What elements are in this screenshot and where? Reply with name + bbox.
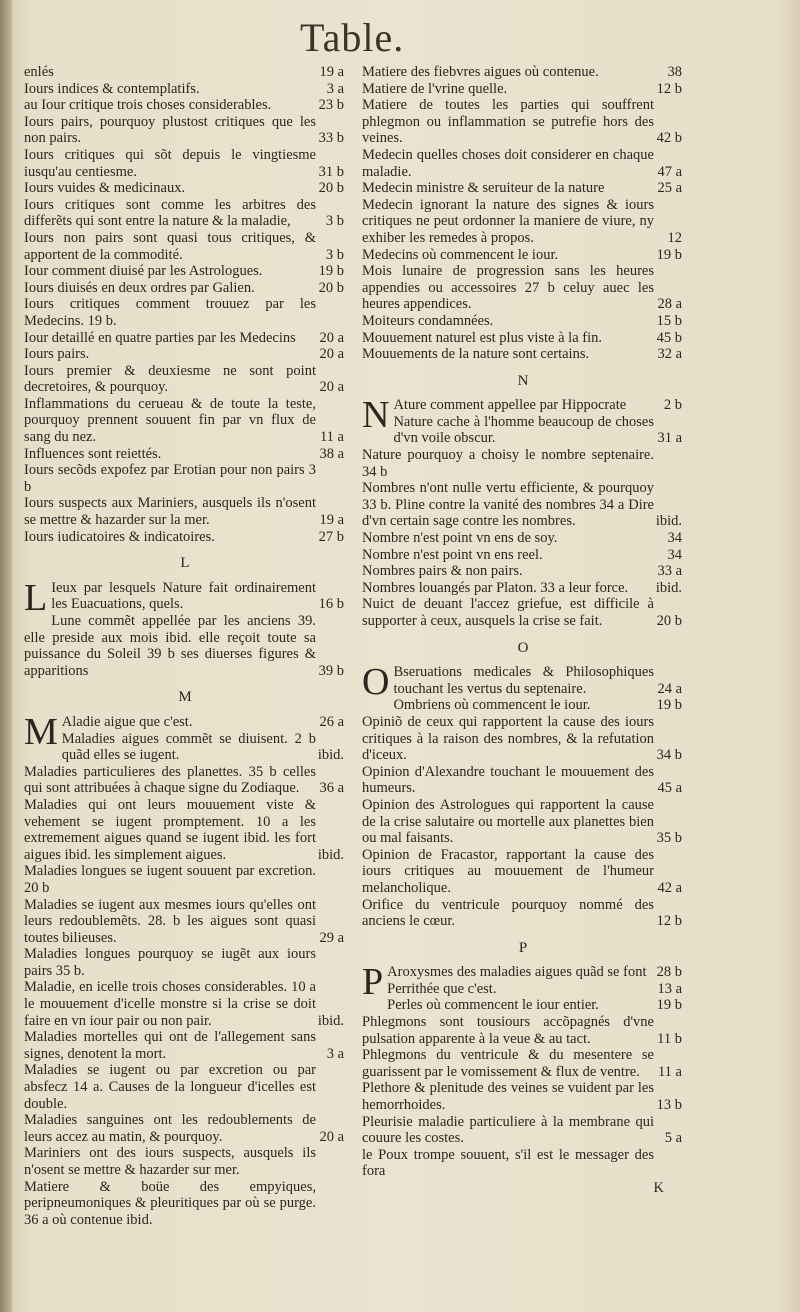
page-ref: ibid. bbox=[655, 579, 682, 596]
entry-text: Nombres n'ont nulle vertu efficiente, & pourquoy 33 b. Pline contre la vanité des nombres 34 a Dire d'vn certain sage contre les nombres. bbox=[362, 480, 654, 530]
page-ref: 19 b bbox=[656, 246, 682, 263]
page-ref: 3 a bbox=[326, 1045, 344, 1062]
entry-text: Nature cache à l'homme beaucoup de choses d'vn voile obscur. bbox=[393, 413, 654, 447]
entry-text: Iours secõds expofez par Erotian pour non pairs 3 b bbox=[24, 462, 316, 495]
index-entry bbox=[24, 1145, 346, 1178]
index-entry bbox=[24, 863, 346, 896]
entry-text: Mariniers ont des iours suspects, ausquels ils n'osent se mettre & hazarder sur mer. bbox=[24, 1145, 316, 1178]
page-ref: 12 b bbox=[656, 913, 682, 930]
page-ref: ibid. bbox=[317, 846, 344, 863]
entry-text: Nombres pairs & non pairs. bbox=[362, 563, 523, 580]
entry-text: Nuict de deuant l'accez griefue, est difficile à supporter à ceux, ausquels la crise se fait. bbox=[362, 596, 654, 629]
entry-text: Matiere & boüe des empyiques, peripneumoniques & pleuritiques par où se purge. 36 a où contenue ibid. bbox=[24, 1178, 316, 1228]
page-ref: 34 bbox=[667, 546, 682, 563]
index-entry bbox=[24, 495, 346, 528]
index-entry bbox=[362, 563, 684, 580]
entry-text: Phlegmons du ventricule & du mesentere se guarissent par le vomissement & flux de ventre. bbox=[362, 1047, 654, 1080]
entry-text: Matiere de l'vrine quelle. bbox=[362, 80, 508, 97]
entry-text: Iours pairs. bbox=[24, 346, 90, 363]
page-ref: 34 b bbox=[656, 747, 682, 764]
index-entry bbox=[362, 981, 684, 998]
index-entry bbox=[24, 613, 346, 679]
entry-text: Ieux par lesquels Nature fait ordinairement les Euacuations, quels. bbox=[51, 579, 316, 613]
index-entry bbox=[362, 147, 684, 180]
page-ref: 3 b bbox=[325, 246, 344, 263]
page-ref: 42 a bbox=[657, 879, 682, 896]
index-entry bbox=[24, 396, 346, 446]
page-ref: 3 b bbox=[325, 213, 344, 230]
page-ref: 15 b bbox=[656, 312, 682, 329]
entry-text: Nature pourquoy a choisy le nombre septenaire. 34 b bbox=[362, 447, 654, 480]
page-ref: 45 b bbox=[656, 329, 682, 346]
page-ref: 20 a bbox=[319, 346, 344, 363]
index-entry bbox=[362, 263, 684, 313]
index-entry bbox=[24, 576, 346, 619]
page-ref: 27 b bbox=[318, 528, 344, 545]
page-ref: 2 b bbox=[663, 397, 682, 414]
index-entry bbox=[362, 180, 684, 197]
entry-text: Opinion de Fracastor, rapportant la cause des iours critiques au mouuement de l'humeur melancholique. bbox=[362, 846, 654, 896]
page-ref: 34 bbox=[667, 530, 682, 547]
index-entry bbox=[24, 81, 346, 98]
index-entry bbox=[24, 462, 346, 495]
section-letter: L bbox=[180, 555, 190, 572]
drop-initial: M bbox=[24, 710, 58, 753]
index-entry bbox=[24, 764, 346, 797]
index-entry bbox=[24, 330, 346, 347]
index-entry bbox=[24, 64, 346, 81]
entry-text: au Iour critique trois choses considerables. bbox=[24, 97, 272, 114]
page-ref: 31 b bbox=[318, 163, 344, 180]
entry-text: Medecin ignorant la nature des signes & iours critiques ne peut ordonner la maniere de viure, ny exhiber les remedes à propos. bbox=[362, 196, 654, 246]
index-entry bbox=[362, 1147, 684, 1180]
entry-text: Nombres louangés par Platon. 33 a leur force. bbox=[362, 579, 629, 596]
entry-text: Maladies particulieres des planettes. 35 b celles qui sont attribuées à chaque signe du Zodiaque. bbox=[24, 763, 316, 797]
index-entry bbox=[24, 1062, 346, 1112]
index-entry bbox=[24, 1112, 346, 1145]
page-ref: ibid. bbox=[655, 513, 682, 530]
page-ref: 36 a bbox=[319, 780, 344, 797]
entry-text: Matiere des fiebvres aigues où contenue. bbox=[362, 64, 599, 80]
page-ref: 20 b bbox=[318, 180, 344, 197]
index-entry bbox=[362, 480, 684, 530]
entry-text: Ature comment appellee par Hippocrate bbox=[393, 397, 627, 414]
section-letter: P bbox=[518, 939, 528, 956]
entry-text: enlés bbox=[24, 64, 54, 80]
index-entry bbox=[24, 263, 346, 280]
index-entry bbox=[24, 280, 346, 297]
page-binding-edge bbox=[0, 0, 12, 1312]
entry-text: Iours critiques qui sõt depuis le vingtiesme iusqu'au centiesme. bbox=[24, 146, 316, 180]
page-ref: 19 b bbox=[656, 997, 682, 1014]
page-ref: 12 bbox=[667, 229, 682, 246]
drop-initial: P bbox=[362, 961, 384, 1004]
index-entry bbox=[24, 1029, 346, 1062]
entry-text: Opiniõ de ceux qui rapportent la cause des iours critiques à la raison des nombres, & la refutation d'iceux. bbox=[362, 713, 654, 764]
entry-text: Orifice du ventricule pourquoy nommé des anciens le cœur. bbox=[362, 896, 654, 930]
entry-text: Maladies aigues commẽt se diuisent. 2 b quãd elles se iugent. bbox=[61, 730, 316, 764]
entry-text: Iours critiques sont comme les arbitres des differẽts qui sont entre la nature & la maladie, bbox=[24, 196, 316, 230]
entry-text: Maladies mortelles qui ont de l'allegement sans signes, denotent la mort. bbox=[24, 1029, 316, 1062]
section-letter: M bbox=[178, 689, 192, 706]
page-ref: ibid. bbox=[317, 747, 344, 764]
entry-text: Matiere de toutes les parties qui souffrent phlegmon ou inflammation se putrefie hors des veines. bbox=[362, 97, 654, 147]
index-entry bbox=[362, 1014, 684, 1047]
right-column bbox=[362, 64, 684, 1197]
page-ref: 38 bbox=[667, 64, 682, 80]
index-entry bbox=[362, 797, 684, 847]
index-entry bbox=[24, 197, 346, 230]
index-entry bbox=[362, 1047, 684, 1080]
entry-text: Iours premier & deuxiesme ne sont point decretoires, & pourquoy. bbox=[24, 362, 316, 396]
entry-text: Perles où commencent le iour entier. bbox=[387, 997, 599, 1014]
index-entry bbox=[24, 446, 346, 463]
page-ref: 3 a bbox=[326, 80, 344, 97]
index-entry bbox=[362, 764, 684, 797]
entry-text: Mouuements de la nature sont certains. bbox=[362, 346, 590, 363]
entry-text: Medecin quelles choses doit considerer en chaque maladie. bbox=[362, 146, 654, 180]
entry-text: Moiteurs condamnées. bbox=[362, 312, 494, 329]
page-ref: ibid. bbox=[317, 1012, 344, 1029]
index-entry bbox=[362, 580, 684, 597]
page-ref: 13 b bbox=[656, 1097, 682, 1114]
entry-text: Iours indices & contemplatifs. bbox=[24, 80, 200, 97]
index-entry bbox=[362, 847, 684, 897]
entry-text: Maladies longues se iugent souuent par excretion. 20 b bbox=[24, 863, 316, 896]
entry-text: Maladies qui ont leurs mouuement viste & vehement se iugent promptement. 10 a les extremement aigues quand se iugent ibid. les fort aigues ibid. les simplement aigues. bbox=[24, 796, 316, 863]
index-entry bbox=[362, 530, 684, 547]
index-entry bbox=[24, 147, 346, 180]
index-entry bbox=[362, 97, 684, 147]
index-entry bbox=[24, 731, 346, 764]
section-letter: O bbox=[517, 639, 529, 656]
entry-text: Perrithée que c'est. bbox=[387, 980, 497, 997]
page-ref: 5 a bbox=[664, 1130, 682, 1147]
left-column bbox=[24, 64, 346, 1228]
index-entry bbox=[24, 979, 346, 1029]
index-entry bbox=[362, 447, 684, 480]
entry-text: Ombriens où commencent le iour. bbox=[393, 697, 591, 714]
page-ref: 13 a bbox=[657, 980, 682, 997]
entry-text: Aladie aigue que c'est. bbox=[61, 713, 193, 730]
page-ref: 11 a bbox=[657, 1063, 682, 1080]
index-entry bbox=[24, 230, 346, 263]
drop-initial: O bbox=[362, 661, 390, 704]
page-ref: 25 a bbox=[657, 180, 682, 197]
entry-text: Inflammations du cerueau & de toute la teste, pourquoy prennent souuent fin par vn flux de sang du nez. bbox=[24, 395, 316, 446]
index-entry bbox=[362, 330, 684, 347]
index-entry bbox=[362, 346, 684, 363]
index-entry bbox=[24, 346, 346, 363]
drop-initial: L bbox=[24, 576, 48, 619]
page-ref: 20 a bbox=[319, 329, 344, 346]
page-ref: 11 a bbox=[319, 429, 344, 446]
index-entry bbox=[24, 114, 346, 147]
entry-text: Iour detaillé en quatre parties par les Medecins bbox=[24, 329, 296, 346]
index-entry bbox=[362, 897, 684, 930]
entry-text: Iours diuisés en deux ordres par Galien. bbox=[24, 279, 255, 296]
page-ref: 11 b bbox=[657, 1030, 682, 1047]
page-ref: 20 a bbox=[319, 379, 344, 396]
page-ref: 31 a bbox=[657, 430, 682, 447]
page-ref: 20 a bbox=[319, 1128, 344, 1145]
entry-text: Plethore & plenitude des veines se vuident par les hemorrhoides. bbox=[362, 1080, 654, 1114]
index-entry bbox=[24, 529, 346, 546]
index-entry bbox=[362, 197, 684, 247]
page-ref: 19 b bbox=[656, 697, 682, 714]
index-entry bbox=[362, 414, 684, 447]
page-ref: 33 b bbox=[318, 130, 344, 147]
index-entry bbox=[362, 247, 684, 264]
index-entry bbox=[362, 997, 684, 1014]
index-entry bbox=[24, 296, 346, 329]
index-entry bbox=[362, 1114, 684, 1147]
entry-text: Nombre n'est point vn ens reel. bbox=[362, 546, 543, 563]
page-title: Table. bbox=[300, 15, 405, 60]
entry-text: Lune commẽt appellée par les anciens 39. elle preside aux mois ibid. elle reçoit toute sa puissance du Soleil 39 b ses diuerses figures & apparitions bbox=[24, 613, 316, 679]
page-ref: 23 b bbox=[318, 97, 344, 114]
entry-text: Iour comment diuisé par les Astrologues. bbox=[24, 263, 263, 280]
entry-text: Opinion des Astrologues qui rapportent la cause de la crise salutaire ou mortelle aux planettes bien ou mal faisants. bbox=[362, 796, 654, 847]
index-entry bbox=[362, 81, 684, 98]
entry-text: Aroxysmes des maladies aigues quãd se font bbox=[387, 964, 647, 981]
index-entry bbox=[362, 661, 684, 704]
page-ref: 47 a bbox=[657, 163, 682, 180]
index-entry bbox=[362, 313, 684, 330]
entry-text: Maladies sanguines ont les redoublements de leurs accez au matin, & pourquoy. bbox=[24, 1112, 316, 1145]
page-ref: 28 b bbox=[656, 964, 682, 981]
section-letter: N bbox=[517, 372, 529, 389]
index-entry bbox=[24, 797, 346, 863]
page-ref: 32 a bbox=[657, 346, 682, 363]
page-ref: 19 b bbox=[318, 263, 344, 280]
index-entry bbox=[362, 1080, 684, 1113]
entry-text: Pleurisie maladie particuliere à la membrane qui couure les costes. bbox=[362, 1113, 654, 1147]
entry-text: Medecins où commencent le iour. bbox=[362, 246, 559, 263]
index-entry bbox=[362, 697, 684, 714]
page-ref: 38 a bbox=[319, 445, 344, 462]
entry-text: Maladies longues pourquoy se iugẽt aux iours pairs 35 b. bbox=[24, 946, 316, 979]
entry-text: Iours iudicatoires & indicatoires. bbox=[24, 528, 215, 545]
index-entry bbox=[362, 547, 684, 564]
index-entry bbox=[24, 363, 346, 396]
page-ref: 12 b bbox=[656, 80, 682, 97]
page-ref: 42 b bbox=[656, 130, 682, 147]
entry-text: Opinion d'Alexandre touchant le mouuement des humeurs. bbox=[362, 763, 654, 797]
page-ref: 28 a bbox=[657, 296, 682, 313]
page-ref: 26 a bbox=[319, 713, 344, 730]
page-ref: 29 a bbox=[319, 929, 344, 946]
entry-text: Maladies se iugent ou par excretion ou par absfecz 14 a. Causes de la longueur d'icelles est double. bbox=[24, 1062, 316, 1112]
entry-text: Iours pairs, pourquoy plustost critiques que les non pairs. bbox=[24, 113, 316, 147]
entry-text: Iours suspects aux Mariniers, ausquels ils n'osent se mettre & hazarder sur la mer. bbox=[24, 495, 316, 529]
entry-text: Maladie, en icelle trois choses considerables. 10 a le mouuement d'icelle monstre si la crise se doit faire en vn iour pair ou non pair. bbox=[24, 979, 316, 1029]
page-ref: 16 b bbox=[318, 596, 344, 613]
entry-text: Iours non pairs sont quasi tous critiques, & apportent de la commodité. bbox=[24, 229, 316, 263]
entry-text: Mouuement naturel est plus viste à la fin. bbox=[362, 329, 603, 346]
index-entry bbox=[362, 64, 684, 81]
index-entry bbox=[24, 97, 346, 114]
drop-initial: N bbox=[362, 394, 390, 437]
entry-text: Mois lunaire de progression sans les heures appendies ou accessoires 27 b celuy auec les heures appendices. bbox=[362, 263, 654, 313]
entry-text: Iours vuides & medicinaux. bbox=[24, 180, 186, 197]
page-ref: 33 a bbox=[657, 563, 682, 580]
entry-text: Nombre n'est point vn ens de soy. bbox=[362, 530, 558, 547]
page-ref: 19 a bbox=[319, 64, 344, 80]
page-ref: 20 b bbox=[656, 613, 682, 629]
page-ref: 45 a bbox=[657, 780, 682, 797]
entry-text: Maladies se iugent aux mesmes iours qu'elles ont leurs redoublemẽts. 28. b les aigues sont quasi toutes bilieuses. bbox=[24, 896, 316, 946]
page-ref: 19 a bbox=[319, 512, 344, 529]
entry-text: Influences sont reiettés. bbox=[24, 445, 162, 462]
catchword: K bbox=[653, 1180, 664, 1196]
entry-text: le Poux trompe souuent, s'il est le messager des fora bbox=[362, 1146, 654, 1180]
index-entry bbox=[362, 714, 684, 764]
index-entry bbox=[24, 1179, 346, 1229]
page-ref: 35 b bbox=[656, 830, 682, 847]
entry-text: Bseruations medicales & Philosophiques touchant les vertus du septenaire. bbox=[393, 664, 654, 697]
entry-text: Phlegmons sont tousiours accõpagnés d'vne pulsation apparente à la veue & au tact. bbox=[362, 1014, 654, 1047]
page-ref: 39 b bbox=[318, 662, 344, 679]
index-entry bbox=[24, 180, 346, 197]
entry-text: Medecin ministre & seruiteur de la nature bbox=[362, 180, 605, 197]
index-entry bbox=[24, 897, 346, 947]
page-ref: 20 b bbox=[318, 279, 344, 296]
page-ref: 24 a bbox=[657, 680, 682, 697]
entry-text: Iours critiques comment trouuez par les Medecins. 19 b. bbox=[24, 296, 316, 329]
index-entry bbox=[24, 946, 346, 979]
index-entry bbox=[362, 596, 684, 629]
